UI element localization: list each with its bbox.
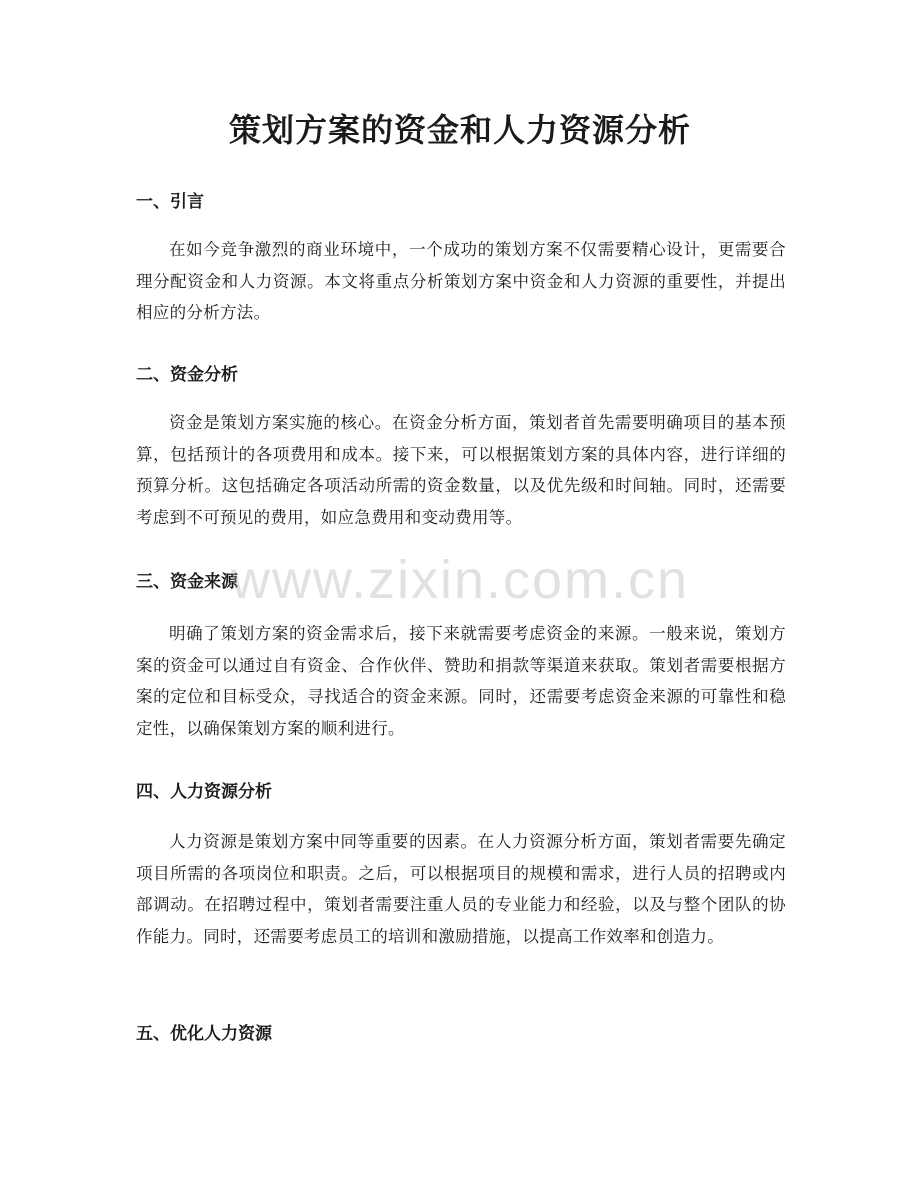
section-paragraph-funds-analysis: 资金是策划方案实施的核心。在资金分析方面，策划者首先需要明确项目的基本预算，包括预计的各项费用和成本。接下来，可以根据策划方案的具体内容，进行详细的预算分析。这包括确定各项活动所需的资金数量，以及优先级和时间轴。同时，还需要考虑到不可预见的费用，如应急费用和变动费用等。 <box>136 413 786 527</box>
section-paragraph-hr-analysis: 人力资源是策划方案中同等重要的因素。在人力资源分析方面，策划者需要先确定项目所需的各项岗位和职责。之后，可以根据项目的规模和需求，进行人员的招聘或内部调动。在招聘过程中，策划者需要注重人员的专业能力和经验，以及与整个团队的协作能力。同时，还需要考虑员工的培训和激励措施，以提高工作效率和创造力。 <box>136 832 786 946</box>
section-heading-hr-optimization: 五、优化人力资源 <box>136 1024 272 1044</box>
section-paragraph-introduction: 在如今竞争激烈的商业环境中，一个成功的策划方案不仅需要精心设计，更需要合理分配资金和人力资源。本文将重点分析策划方案中资金和人力资源的重要性，并提出相应的分析方法。 <box>136 240 786 322</box>
document-title: 策划方案的资金和人力资源分析 <box>228 111 691 149</box>
section-heading-introduction: 一、引言 <box>136 192 204 212</box>
section-paragraph-funding-sources: 明确了策划方案的资金需求后，接下来就需要考虑资金的来源。一般来说，策划方案的资金可以通过自有资金、合作伙伴、赞助和捐款等渠道来获取。策划者需要根据方案的定位和目标受众，寻找适合的资金来源。同时，还需要考虑资金来源的可靠性和稳定性，以确保策划方案的顺利进行。 <box>136 624 786 738</box>
section-heading-funding-sources: 三、资金来源 <box>136 572 238 592</box>
section-heading-funds-analysis: 二、资金分析 <box>136 365 238 385</box>
section-heading-hr-analysis: 四、人力资源分析 <box>136 782 272 802</box>
watermark: www.zixin.com.cn <box>230 550 690 610</box>
